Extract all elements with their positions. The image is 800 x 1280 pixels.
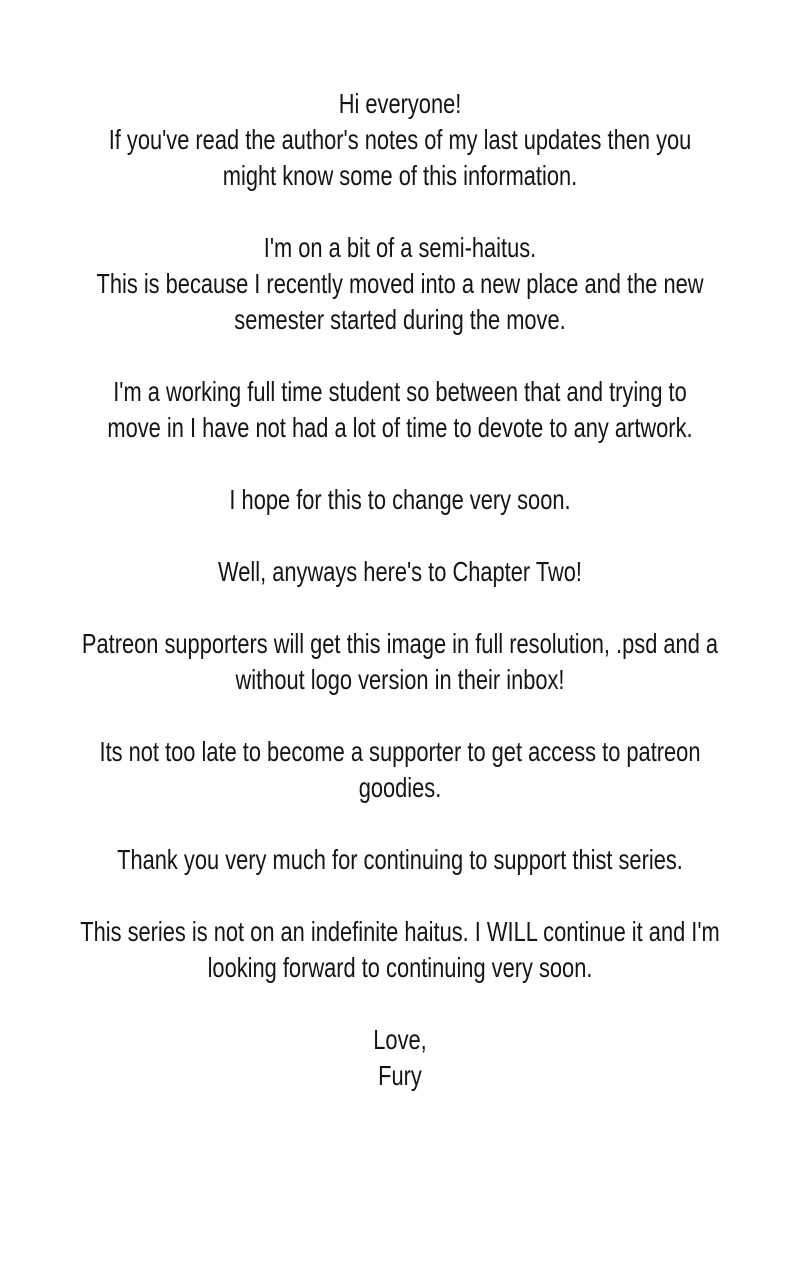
note-line: If you've read the author's notes of my last updates then you xyxy=(108,124,692,155)
note-line: Patreon supporters will get this image in full resolution, .psd and a xyxy=(81,628,719,659)
note-line: might know some of this information. xyxy=(222,160,578,191)
note-line: This series is not on an indefinite haitus. I WILL continue it and I'm xyxy=(80,916,720,947)
note-line: Hi everyone! xyxy=(338,88,462,119)
note-line: I hope for this to change very soon. xyxy=(229,484,571,515)
paragraph-become-supporter xyxy=(0,734,800,806)
note-line: This is because I recently moved into a new place and the new xyxy=(96,268,704,299)
paragraph-greeting xyxy=(0,86,800,194)
paragraph-student xyxy=(0,374,800,446)
note-line: I'm a working full time student so between that and trying to xyxy=(113,376,687,407)
note-line: Love, xyxy=(373,1024,427,1055)
note-line: without logo version in their inbox! xyxy=(235,664,565,695)
note-line: Its not too late to become a supporter to get access to patreon xyxy=(99,736,701,767)
paragraph-semi-hiatus xyxy=(0,230,800,338)
note-line: move in I have not had a lot of time to devote to any artwork. xyxy=(107,412,693,443)
paragraph-hope xyxy=(0,482,800,518)
note-line: I'm on a bit of a semi-haitus. xyxy=(263,232,537,263)
paragraph-not-indefinite xyxy=(0,914,800,986)
paragraph-patreon-rewards xyxy=(0,626,800,698)
note-line: semester started during the move. xyxy=(234,304,566,335)
paragraph-thanks xyxy=(0,842,800,878)
note-line: Well, anyways here's to Chapter Two! xyxy=(218,556,582,587)
note-line: goodies. xyxy=(358,772,442,803)
paragraph-chapter-two xyxy=(0,554,800,590)
paragraph-signature xyxy=(0,1022,800,1094)
note-line: looking forward to continuing very soon. xyxy=(207,952,593,983)
authors-note xyxy=(0,86,800,1130)
signature-name: Fury xyxy=(378,1060,422,1091)
note-line: Thank you very much for continuing to support thist series. xyxy=(117,844,683,875)
